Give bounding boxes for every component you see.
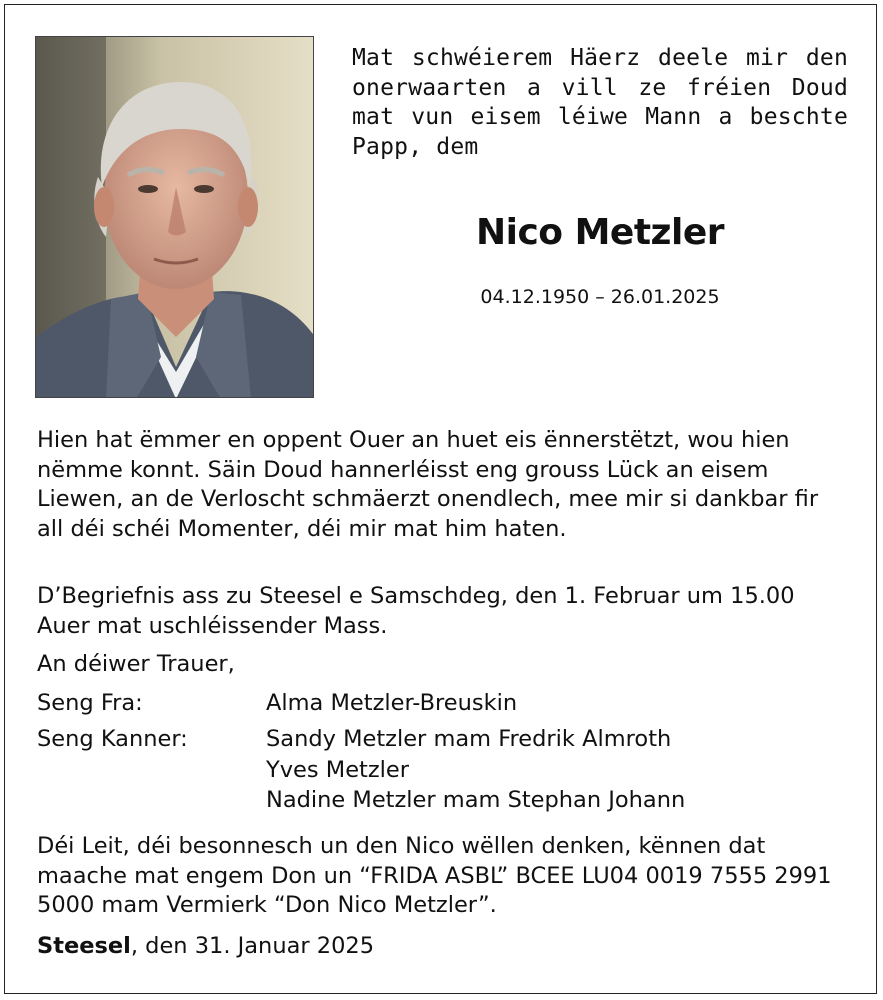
portrait-image (36, 37, 314, 398)
funeral-info-paragraph: D’Begriefnis ass zu Steesel e Samschdeg, den 1. Februar um 15.00 Auer mat uschléissender Mass. (37, 583, 795, 639)
relatives-label: Seng Fra: (37, 690, 143, 716)
donation-paragraph: Déi Leit, déi besonnesch un den Nico wëllen denken, kënnen dat maache mat engem Don un “FRIDA ASBL” BCEE LU04 0019 7555 2991 5000 mam Vermierk “Don Nico Metzler”. (37, 833, 832, 918)
life-dates: 04.12.1950 – 26.01.2025 (480, 286, 720, 308)
closing-place: Steesel (37, 933, 131, 959)
relatives-label: Seng Kanner: (37, 726, 188, 752)
relative-name: Yves Metzler (266, 756, 410, 783)
portrait-photo (35, 36, 314, 398)
mourning-line: An déiwer Trauer, (37, 651, 235, 677)
intro-text: Mat schwéierem Häerz deele mir den onerwaarten a vill ze fréien Doud mat vun eisem léiwe Mann a beschte Papp, dem (352, 45, 848, 160)
relative-name: Alma Metzler-Breuskin (266, 690, 518, 716)
relative-name: Nadine Metzler mam Stephan Johann (266, 787, 686, 813)
tribute-paragraph: Hien hat ëmmer en oppent Ouer an huet eis ënnerstëtzt, wou hien nëmme konnt. Säin Doud hannerléisst eng grouss Lück an eisem Liewen, an de Verloscht schmäerzt onendlech, mee mir si dankbar fir all déi schéi Momenter, déi mir mat him haten. (37, 427, 819, 542)
relatives-names (266, 688, 826, 719)
relatives-names (266, 724, 826, 816)
deceased-name: Nico Metzler (476, 212, 724, 253)
closing-line (37, 933, 374, 959)
closing-date: , den 31. Januar 2025 (130, 933, 375, 959)
relative-name: Sandy Metzler mam Fredrik Almroth (266, 726, 672, 752)
